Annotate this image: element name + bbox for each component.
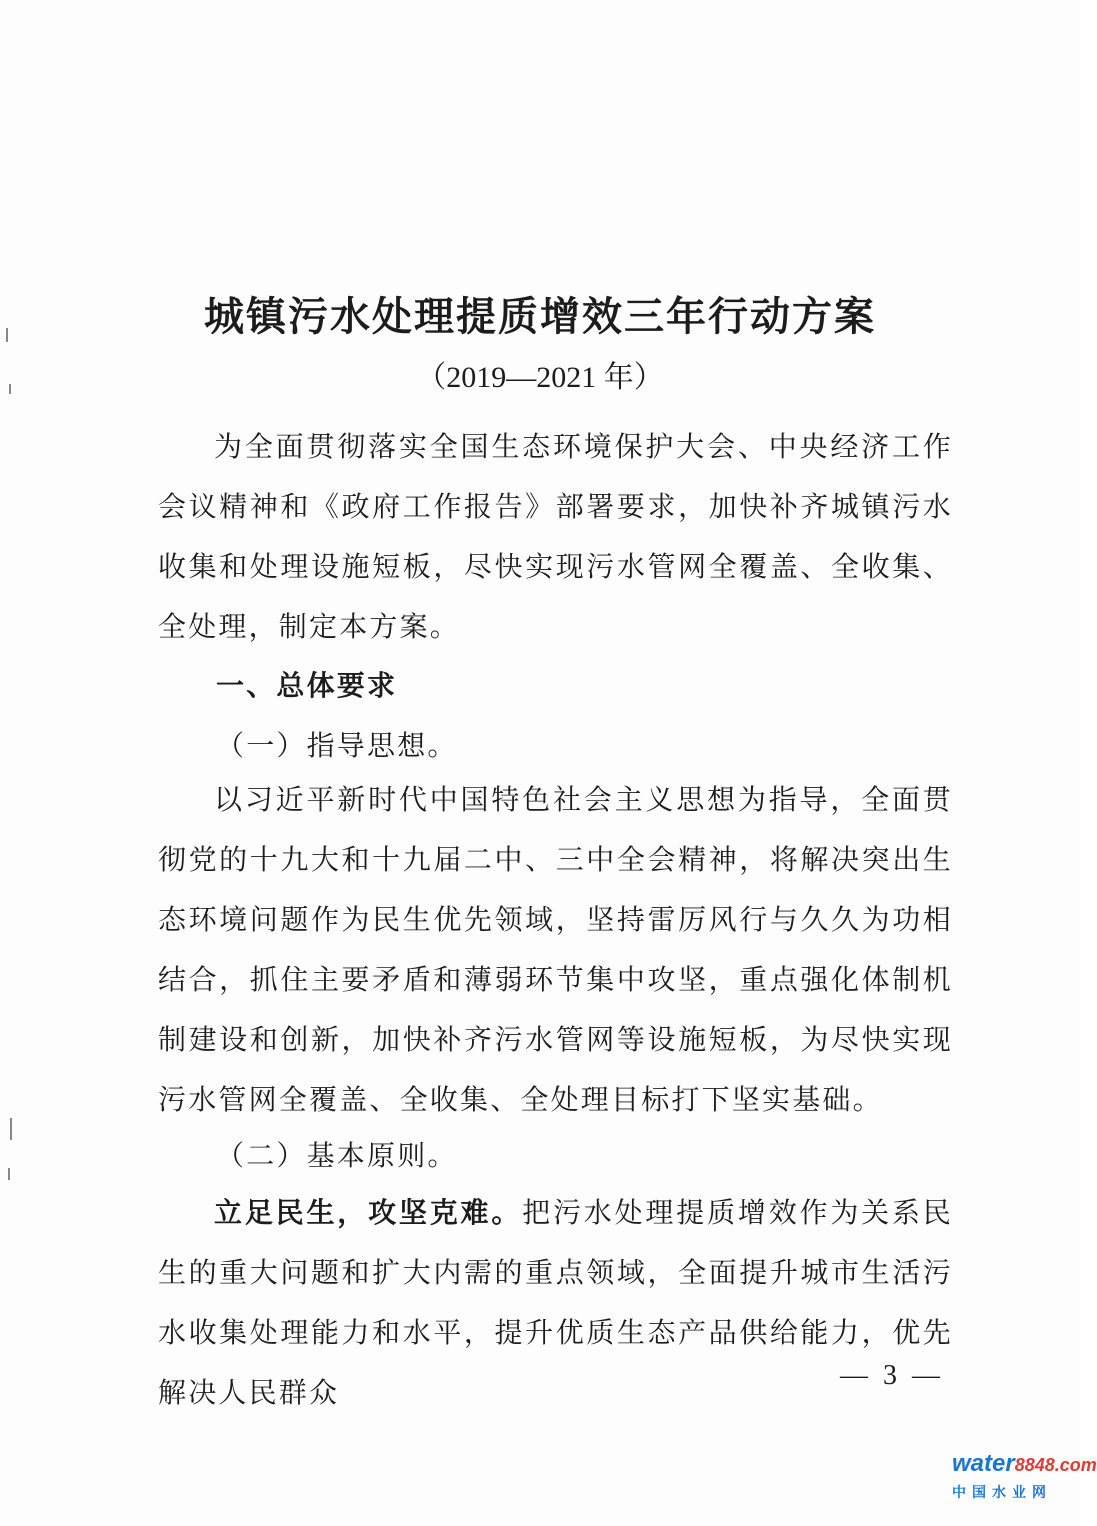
watermark-chinese-name: 中国水业网 <box>952 1485 1052 1501</box>
document-subtitle: （2019—2021 年） <box>416 361 664 394</box>
principle-paragraph <box>158 1183 953 1423</box>
document-title: 城镇污水处理提质增效三年行动方案 <box>204 293 876 340</box>
principle-body: 把污水处理提质增效作为关系民生的重大问题和扩大内需的重点领域，全面提升城市生活污水收集处理能力和水平，提升优质生态产品供给能力，优先解决人民群众 <box>158 1196 953 1409</box>
scan-mark <box>10 1118 12 1140</box>
site-watermark <box>952 1450 1097 1520</box>
page-number: — 3 — <box>840 1360 944 1391</box>
principle-lead: 立足民生，攻坚克难。 <box>214 1196 523 1229</box>
watermark-logo: water8848.com <box>952 1450 1097 1477</box>
guiding-thought-paragraph: 以习近平新时代中国特色社会主义思想为指导，全面贯彻党的十九大和十九届二中、三中全会精神，将解决突出生态环境问题作为民生优先领域，坚持雷厉风行与久久为功相结合，抓住主要矛盾和薄弱环节集中攻坚，重点强化体制机制建设和创新，加快补齐污水管网等设施短板，为尽快实现污水管网全覆盖、全收集、全处理目标打下坚实基础。 <box>158 783 953 1116</box>
subsection-heading: （一）指导思想。 <box>216 729 458 762</box>
section-heading: 一、总体要求 <box>216 669 398 702</box>
intro-paragraph: 为全面贯彻落实全国生态环境保护大会、中央经济工作会议精神和《政府工作报告》部署要求，加快补齐城镇污水收集和处理设施短板，尽快实现污水管网全覆盖、全收集、全处理，制定本方案。 <box>158 430 953 643</box>
subsection-heading: （二）基本原则。 <box>216 1139 458 1172</box>
scan-mark <box>8 1168 10 1180</box>
